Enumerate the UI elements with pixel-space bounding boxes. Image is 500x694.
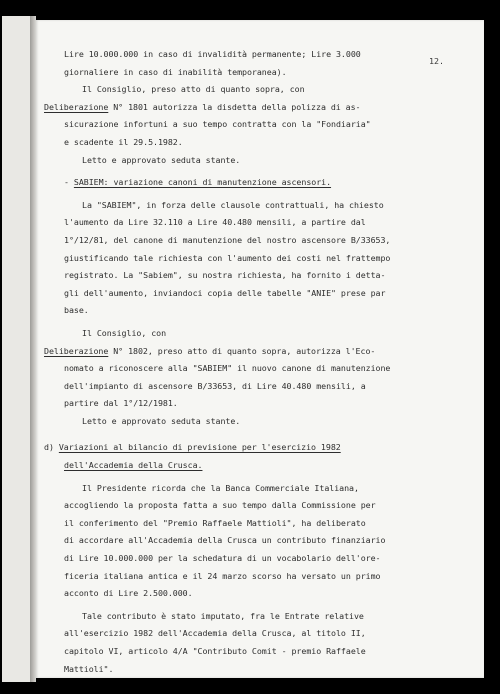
text-line: Il Presidente ricorda che la Banca Commerciale Italiana, xyxy=(82,482,359,493)
section-prefix: - xyxy=(64,177,74,188)
text-line: il conferimento del "Premio Raffaele Mattioli", ha deliberato xyxy=(64,517,366,528)
deliberation-lead: Deliberazione xyxy=(44,345,109,356)
deliberation-line xyxy=(44,99,448,117)
section-title-cont: dell'Accademia della Crusca. xyxy=(64,460,203,471)
text-line: giustificando tale richiesta con l'aumento dei costi nel frattempo xyxy=(64,252,391,263)
document-body xyxy=(44,46,448,678)
text-line: Tale contributo è stato imputato, fra le Entrate relative xyxy=(82,610,364,621)
approval-line: Letto e approvato seduta stante. xyxy=(82,415,241,426)
text-line: giornaliere in caso di inabilità temporanea). xyxy=(64,66,287,77)
text-line: base. xyxy=(64,305,89,316)
deliberation-text: N° 1801 autorizza la disdetta della polizza di as- xyxy=(108,101,361,112)
deliberation-line xyxy=(44,343,448,361)
text-line: all'esercizio 1982 dell'Accademia della Crusca, al titolo II, xyxy=(64,628,366,639)
section-title: Variazioni al bilancio di previsione per l'esercizio 1982 xyxy=(58,442,341,453)
text-line: Il Consiglio, con xyxy=(82,327,167,338)
text-line: registrato. La "Sabiem", su nostra richiesta, ha fornito i detta- xyxy=(64,270,386,281)
text-line: nomato a riconoscere alla "SABIEM" il nuovo canone di manutenzione xyxy=(64,363,391,374)
approval-line: Letto e approvato seduta stante. xyxy=(82,154,241,165)
section-heading xyxy=(44,439,448,457)
text-line: Il Consiglio, preso atto di quanto sopra, con xyxy=(82,84,305,95)
text-line: acconto di Lire 2.500.000. xyxy=(64,588,193,599)
page-number: 12. xyxy=(429,56,444,66)
text-line: sicurazione infortuni a suo tempo contratta con la "Fondiaria" xyxy=(64,119,371,130)
text-line: accogliendo la proposta fatta a suo tempo dalla Commissione per xyxy=(64,500,376,511)
text-line: Mattioli". xyxy=(64,663,114,674)
section-prefix: d) xyxy=(44,442,59,453)
text-line: gli dell'aumento, inviandoci copia delle tabelle "ANIE" prese par xyxy=(64,287,386,298)
text-line: dell'impianto di ascensore B/33653, di Lire 40.480 mensili, a xyxy=(64,380,366,391)
text-line: partire dal 1°/12/1981. xyxy=(64,398,178,409)
section-heading-cont xyxy=(64,457,448,475)
text-line: di Lire 10.000.000 per la schedatura di un vocabolario dell'ore- xyxy=(64,553,381,564)
section-heading xyxy=(64,174,448,192)
text-line: e scadente il 29.5.1982. xyxy=(64,136,183,147)
text-line: ficeria italiana antica e il 24 marzo scorso ha versato un primo xyxy=(64,570,381,581)
text-line: La "SABIEM", in forza delle clausole contrattuali, ha chiesto xyxy=(82,199,384,210)
section-title: SABIEM: variazione canoni di manutenzione ascensori. xyxy=(73,177,332,188)
deliberation-lead: Deliberazione xyxy=(44,101,109,112)
text-line: l'aumento da Lire 32.110 a Lire 40.480 mensili, a partire dal xyxy=(64,217,366,228)
text-line: Lire 10.000.000 in caso di invalidità permanente; Lire 3.000 xyxy=(64,49,361,59)
deliberation-text: N° 1802, preso atto di quanto sopra, autorizza l'Eco- xyxy=(108,345,376,356)
text-line: capitolo VI, articolo 4/A "Contributo Comit - premio Raffaele xyxy=(64,646,366,656)
underlying-sheet xyxy=(2,16,33,682)
text-line: 1°/12/81, del canone di manutenzione del nostro ascensore B/33653, xyxy=(64,234,391,245)
text-line: di accordare all'Accademia della Crusca un contributo finanziario xyxy=(64,535,386,546)
